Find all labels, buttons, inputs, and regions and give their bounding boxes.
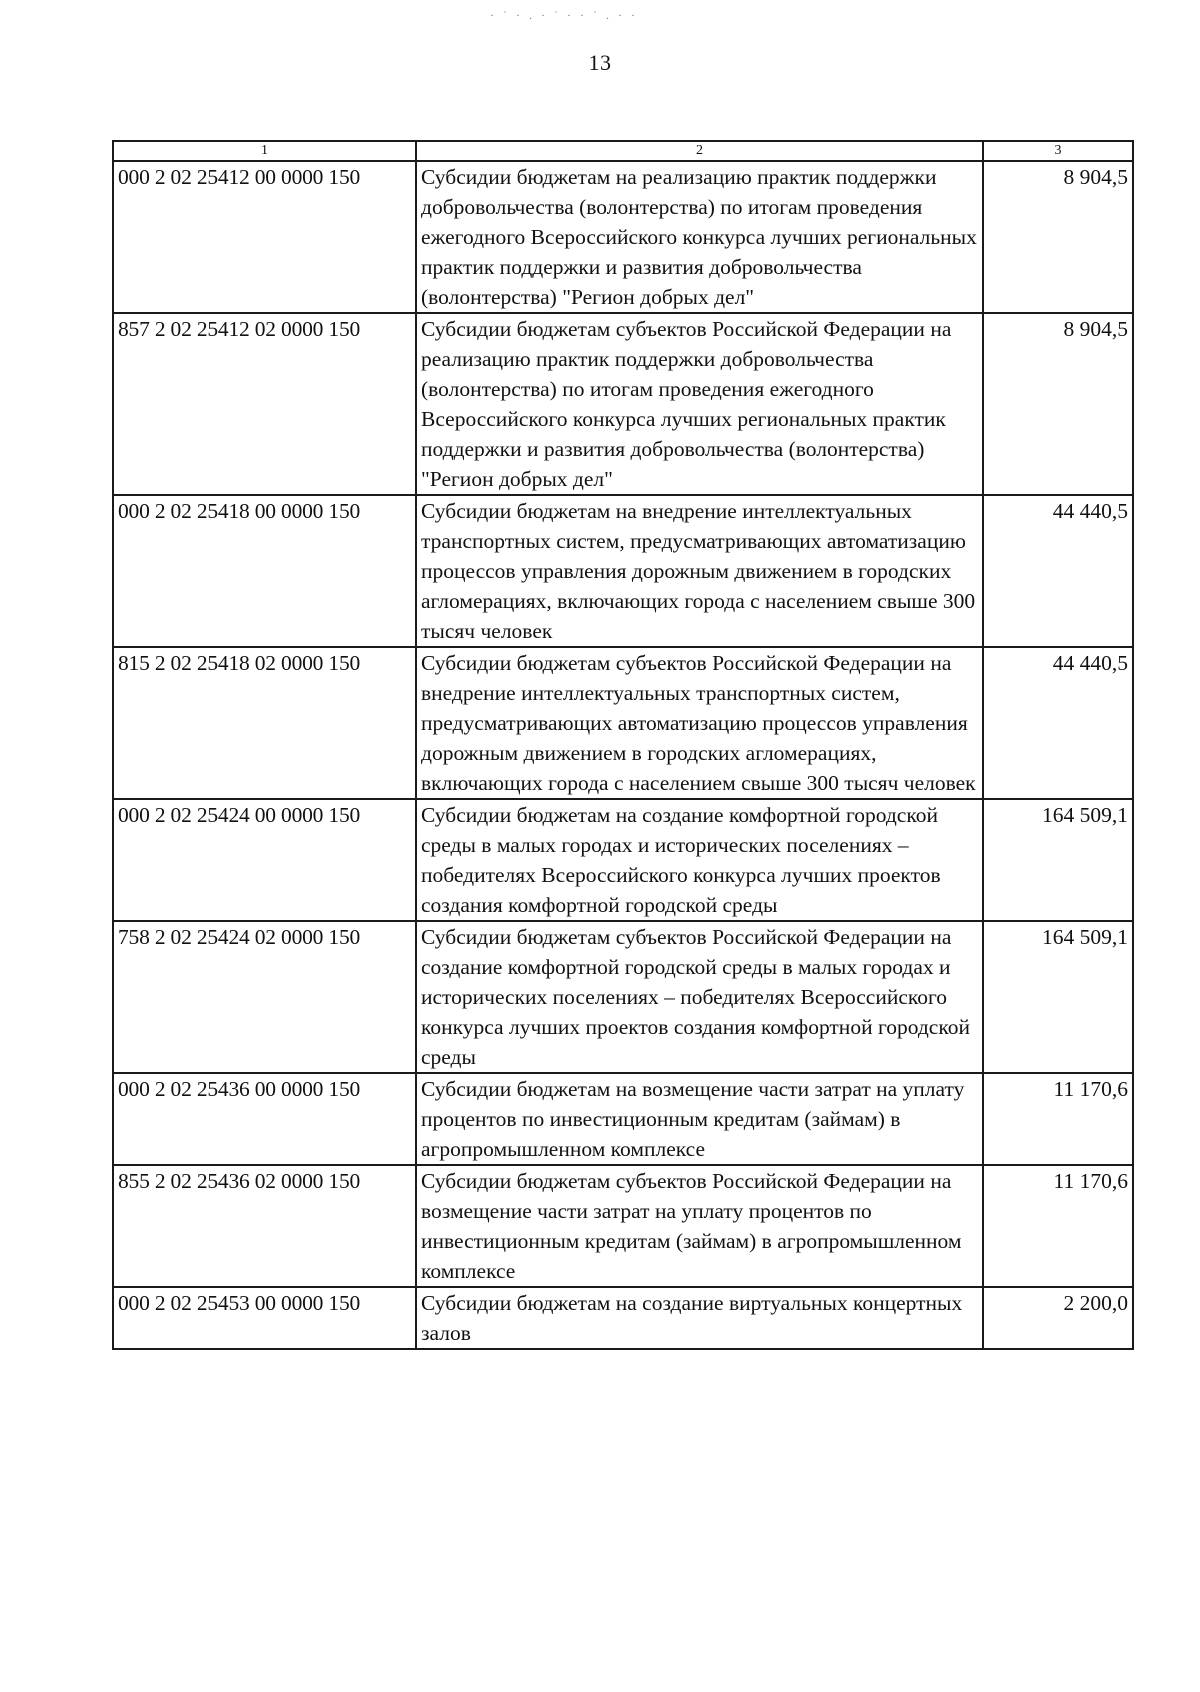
budget-code: 000 2 02 25412 00 0000 150 <box>113 161 416 313</box>
budget-code: 815 2 02 25418 02 0000 150 <box>113 647 416 799</box>
budget-table <box>112 140 1134 1350</box>
table-row <box>113 495 1133 647</box>
subsidy-amount: 8 904,5 <box>983 313 1133 495</box>
subsidy-description: Субсидии бюджетам на возмещение части затрат на уплату процентов по инвестиционным кредитам (займам) в агропромышленном комплексе <box>416 1073 983 1165</box>
column-number-row <box>113 141 1133 161</box>
subsidy-description: Субсидии бюджетам на реализацию практик поддержки добровольчества (волонтерства) по итогам проведения ежегодного Всероссийского конкурса лучших региональных практик поддержки и развития добровольчества (волонтерства) "Регион добрых дел" <box>416 161 983 313</box>
column-number-1: 1 <box>113 141 416 161</box>
budget-code: 857 2 02 25412 02 0000 150 <box>113 313 416 495</box>
table-row <box>113 1073 1133 1165</box>
page-number: 13 <box>588 50 612 75</box>
table-row <box>113 313 1133 495</box>
subsidy-amount: 11 170,6 <box>983 1073 1133 1165</box>
table-row <box>113 1287 1133 1349</box>
subsidy-amount: 2 200,0 <box>983 1287 1133 1349</box>
table-row <box>113 1165 1133 1287</box>
scan-noise: · ˙ · . · ˙ · · ˙ . · · <box>490 8 638 22</box>
subsidy-description: Субсидии бюджетам субъектов Российской Федерации на создание комфортной городской среды в малых городах и исторических поселениях – победителях Всероссийского конкурса лучших проектов создания комфортной городской среды <box>416 921 983 1073</box>
column-number-3: 3 <box>983 141 1133 161</box>
table-row <box>113 799 1133 921</box>
budget-code: 758 2 02 25424 02 0000 150 <box>113 921 416 1073</box>
table-row <box>113 921 1133 1073</box>
table-row <box>113 161 1133 313</box>
subsidy-description: Субсидии бюджетам на создание комфортной городской среды в малых городах и исторических поселениях – победителях Всероссийского конкурса лучших проектов создания комфортной городской среды <box>416 799 983 921</box>
column-number-2: 2 <box>416 141 983 161</box>
budget-code: 855 2 02 25436 02 0000 150 <box>113 1165 416 1287</box>
subsidy-description: Субсидии бюджетам на внедрение интеллектуальных транспортных систем, предусматривающих автоматизацию процессов управления дорожным движением в городских агломерациях, включающих города с населением свыше 300 тысяч человек <box>416 495 983 647</box>
budget-code: 000 2 02 25436 00 0000 150 <box>113 1073 416 1165</box>
subsidy-description: Субсидии бюджетам на создание виртуальных концертных залов <box>416 1287 983 1349</box>
table-row <box>113 647 1133 799</box>
subsidy-amount: 44 440,5 <box>983 495 1133 647</box>
budget-code: 000 2 02 25418 00 0000 150 <box>113 495 416 647</box>
subsidy-description: Субсидии бюджетам субъектов Российской Федерации на внедрение интеллектуальных транспортных систем, предусматривающих автоматизацию процессов управления дорожным движением в городских агломерациях, включающих города с населением свыше 300 тысяч человек <box>416 647 983 799</box>
subsidy-amount: 164 509,1 <box>983 921 1133 1073</box>
subsidy-amount: 44 440,5 <box>983 647 1133 799</box>
subsidy-amount: 164 509,1 <box>983 799 1133 921</box>
budget-code: 000 2 02 25453 00 0000 150 <box>113 1287 416 1349</box>
subsidy-amount: 8 904,5 <box>983 161 1133 313</box>
subsidy-amount: 11 170,6 <box>983 1165 1133 1287</box>
subsidy-description: Субсидии бюджетам субъектов Российской Федерации на реализацию практик поддержки добровольчества (волонтерства) по итогам проведения ежегодного Всероссийского конкурса лучших региональных практик поддержки и развития добровольчества (волонтерства) "Регион добрых дел" <box>416 313 983 495</box>
subsidy-description: Субсидии бюджетам субъектов Российской Федерации на возмещение части затрат на уплату процентов по инвестиционным кредитам (займам) в агропромышленном комплексе <box>416 1165 983 1287</box>
budget-code: 000 2 02 25424 00 0000 150 <box>113 799 416 921</box>
